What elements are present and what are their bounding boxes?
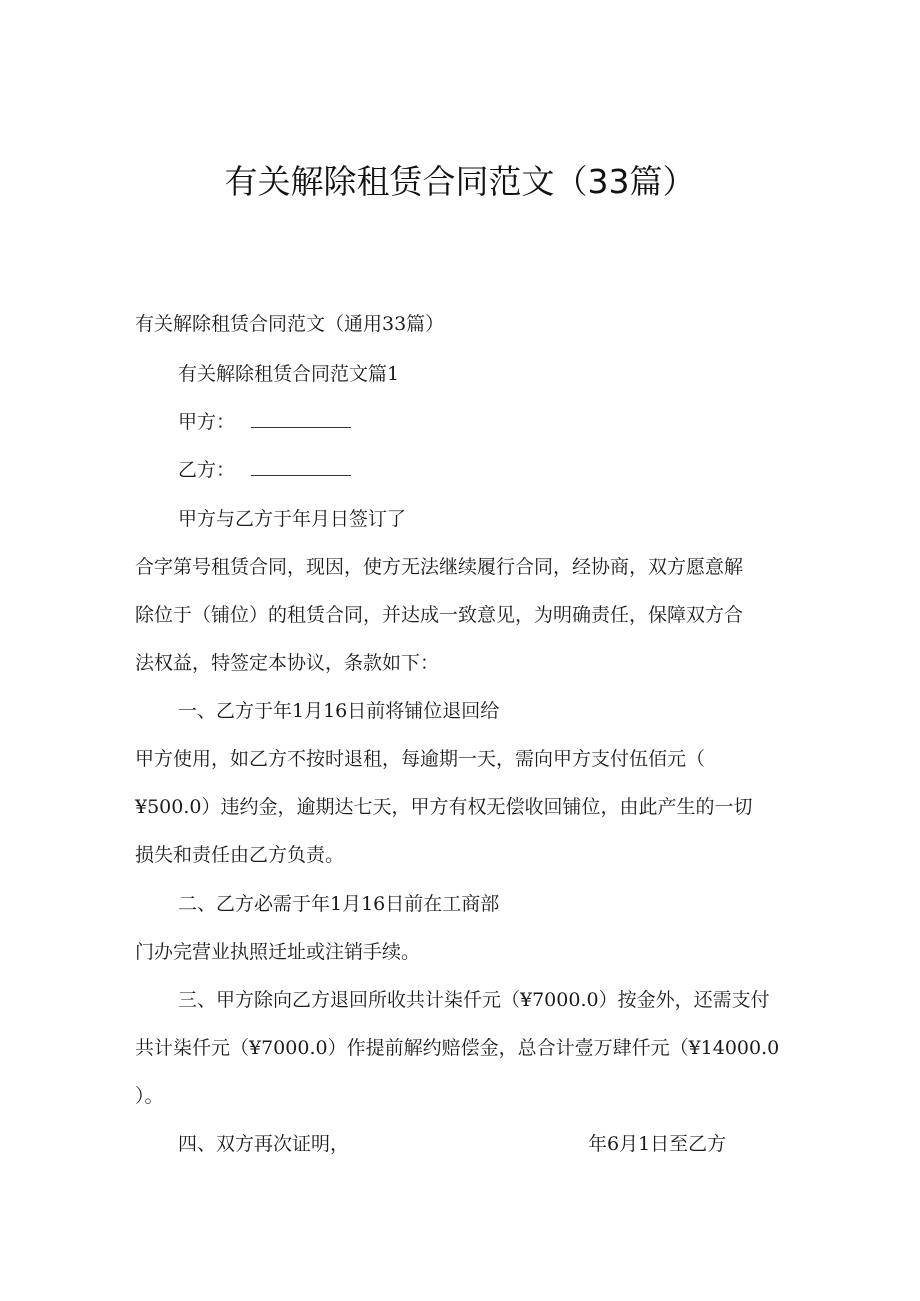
clause-four-right: 年6月1日至乙方 bbox=[588, 1133, 727, 1155]
party-a-line bbox=[178, 408, 351, 436]
document-subtitle: 有关解除租赁合同范文（通用33篇） bbox=[135, 313, 445, 335]
paragraph-line: 共计柒仟元（¥7000.0）作提前解约赔偿金，总合计壹万肆仟元（¥14000.0 bbox=[135, 1037, 780, 1059]
paragraph-line: 损失和责任由乙方负责。 bbox=[135, 844, 345, 866]
section-heading: 有关解除租赁合同范文篇1 bbox=[178, 363, 400, 385]
paragraph-line: 除位于（铺位）的租赁合同，并达成一致意见，为明确责任，保障双方合 bbox=[135, 604, 744, 626]
party-b-line bbox=[178, 456, 351, 484]
party-a-label: 甲方： bbox=[178, 411, 236, 433]
paragraph-line: 甲方与乙方于年月日签订了 bbox=[178, 508, 407, 530]
paragraph-line: ）。 bbox=[135, 1085, 164, 1107]
paragraph-line: 甲方使用，如乙方不按时退租，每逾期一天，需向甲方支付伍佰元（ bbox=[135, 748, 706, 770]
paragraph-line: 合字第号租赁合同，现因，使方无法继续履行合同，经协商，双方愿意解 bbox=[135, 556, 744, 578]
party-b-label: 乙方： bbox=[178, 459, 236, 481]
clause-three-line: 三、甲方除向乙方退回所收共计柒仟元（¥7000.0）按金外，还需支付 bbox=[178, 989, 770, 1011]
paragraph-line: ¥500.0）违约金，逾期达七天，甲方有权无偿收回铺位，由此产生的一切 bbox=[135, 796, 753, 818]
clause-four-left: 四、双方再次证明， bbox=[178, 1133, 350, 1155]
paragraph-line: 门办完营业执照迁址或注销手续。 bbox=[135, 941, 421, 963]
clause-one-line: 一、乙方于年1月16日前将铺位退回给 bbox=[178, 700, 500, 722]
clause-two-line: 二、乙方必需于年1月16日前在工商部 bbox=[178, 893, 500, 915]
paragraph-line: 法权益，特签定本协议，条款如下： bbox=[135, 652, 440, 674]
party-b-blank bbox=[251, 457, 351, 476]
party-a-blank bbox=[251, 409, 351, 428]
document-title: 有关解除租赁合同范文（33篇） bbox=[224, 162, 696, 201]
